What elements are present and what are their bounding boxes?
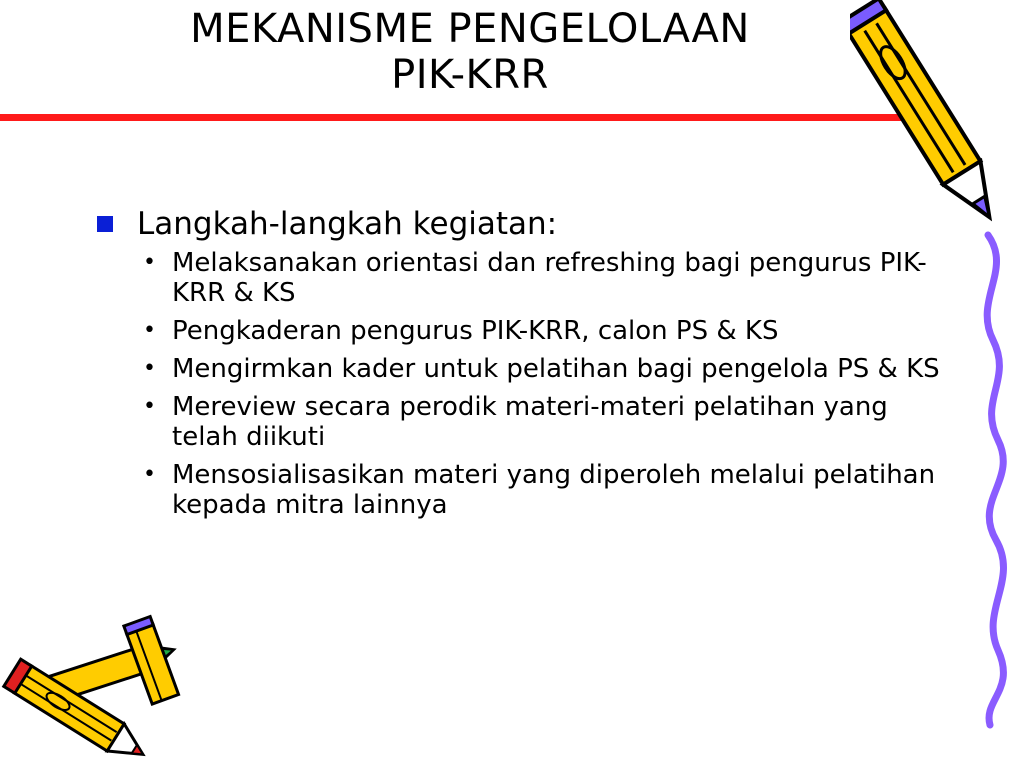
list-item — [93, 460, 943, 520]
step-list — [93, 248, 943, 520]
dot-bullet-icon: • — [143, 462, 156, 487]
bullet-heading — [93, 204, 943, 244]
dot-bullet-icon: • — [143, 394, 156, 419]
list-item — [93, 354, 943, 384]
list-item — [93, 248, 943, 308]
dot-bullet-icon: • — [143, 250, 156, 275]
list-item-text: Mereview secara perodik materi-materi pelatihan yang telah diikuti — [172, 392, 888, 452]
list-item-text: Mensosialisasikan materi yang diperoleh melalui pelatihan kepada mitra lainnya — [172, 460, 936, 520]
list-item-text: Mengirmkan kader untuk pelatihan bagi pengelola PS & KS — [172, 354, 940, 384]
square-bullet-icon — [97, 216, 113, 232]
list-item — [93, 316, 943, 346]
list-item-text: Pengkaderan pengurus PIK-KRR, calon PS & KS — [172, 316, 779, 346]
slide-body — [93, 204, 943, 528]
slide-title — [60, 6, 880, 98]
title-divider — [0, 114, 905, 121]
heading-text: Langkah-langkah kegiatan: — [137, 206, 558, 242]
squiggle-line — [968, 230, 1018, 730]
pencil-icon — [0, 612, 220, 768]
dot-bullet-icon: • — [143, 356, 156, 381]
title-line-2: PIK-KRR — [391, 52, 549, 98]
dot-bullet-icon: • — [143, 318, 156, 343]
title-line-1: MEKANISME PENGELOLAAN — [190, 6, 750, 52]
list-item — [93, 392, 943, 452]
list-item-text: Melaksanakan orientasi dan refreshing bagi pengurus PIK-KRR & KS — [172, 248, 927, 308]
